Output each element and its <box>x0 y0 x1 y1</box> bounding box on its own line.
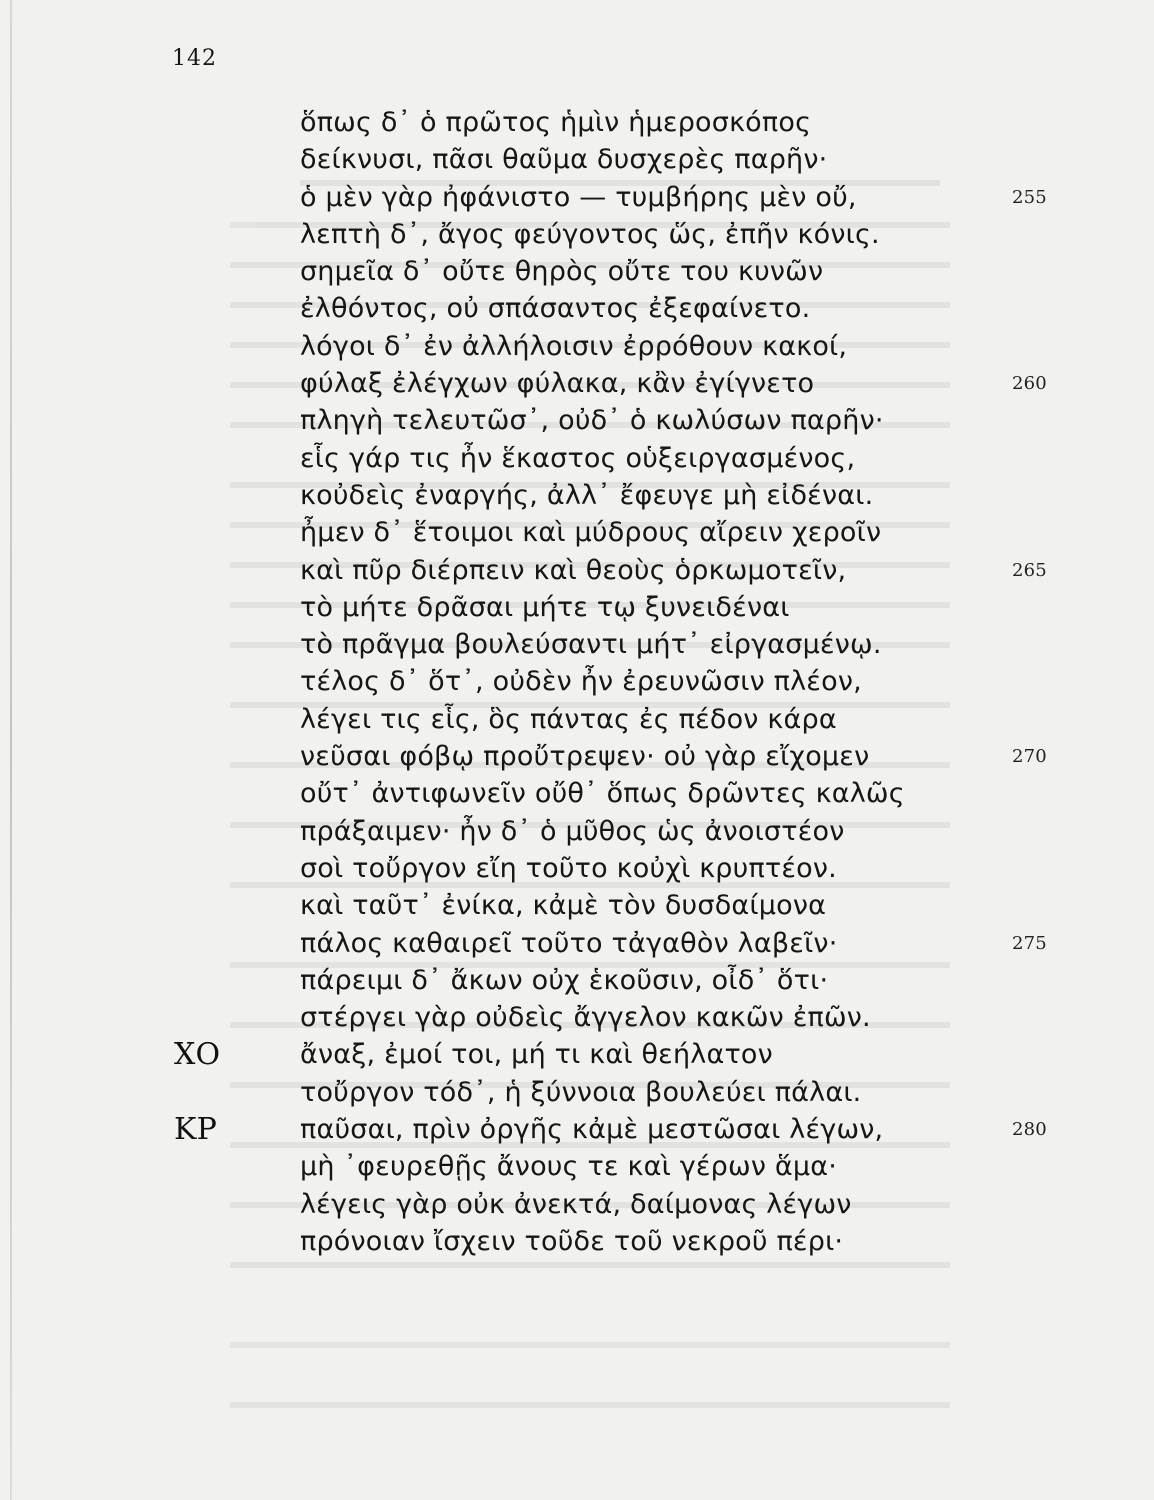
verse-text: παῦσαι, πρὶν ὀργῆς κἀμὲ μεστῶσαι λέγων, <box>300 1114 884 1146</box>
verse-line <box>300 1186 1060 1223</box>
line-number: 265 <box>1012 559 1047 581</box>
verse-text: κοὐδεὶς ἐναργής, ἀλλ᾽ ἔφευγε μὴ εἰδέναι. <box>300 479 874 511</box>
verse-line <box>300 626 1060 663</box>
verse-text: καὶ πῦρ διέρπειν καὶ θεοὺς ὁρκωμοτεῖν, <box>300 554 847 586</box>
verse-line <box>300 328 1060 365</box>
verse-line <box>300 850 1060 887</box>
verse-text: νεῦσαι φόβῳ προὔτρεψεν· οὐ γὰρ εἴχομεν <box>300 741 870 773</box>
line-number: 260 <box>1012 373 1047 395</box>
verse-line <box>300 402 1060 439</box>
verse-text: στέργει γὰρ οὐδεὶς ἄγγελον κακῶν ἐπῶν. <box>300 1002 871 1034</box>
verse-text: πάλος καθαιρεῖ τοῦτο τἀγαθὸν λαβεῖν· <box>300 927 838 959</box>
speaker-label: ΧΟ <box>174 1037 221 1073</box>
verse-text: δείκνυσι, πᾶσι θαῦμα δυσχερὲς παρῆν· <box>300 144 828 176</box>
verse-line <box>300 701 1060 738</box>
verse-text: οὔτ᾽ ἀντιφωνεῖν οὔθ᾽ ὅπως δρῶντες καλῶς <box>300 778 905 810</box>
verse-text: λέγεις γὰρ οὐκ ἀνεκτά, δαίμονας λέγων <box>300 1188 852 1220</box>
page-edge-shadow <box>10 0 12 1500</box>
verse-line <box>174 1111 1060 1148</box>
verse-line <box>300 1148 1060 1185</box>
line-number: 255 <box>1012 186 1047 208</box>
page-number: 142 <box>172 46 217 71</box>
verse-text: ἐλθόντος, οὐ σπάσαντος ἐξεφαίνετο. <box>300 293 811 325</box>
verse-line <box>300 887 1060 924</box>
verse-line <box>300 514 1060 551</box>
verse-line <box>300 999 1060 1036</box>
verse-block <box>174 104 1060 1260</box>
verse-text: τοὔργον τόδ᾽, ἡ ξύννοια βουλεύει πάλαι. <box>300 1076 862 1108</box>
verse-text: πράξαιμεν· ἦν δ᾽ ὁ μῦθος ὡς ἀνοιστέον <box>300 815 845 847</box>
verse-line <box>300 365 1060 402</box>
verse-text: τὸ πρᾶγμα βουλεύσαντι μήτ᾽ εἰργασμένῳ. <box>300 629 882 661</box>
verse-line <box>300 589 1060 626</box>
verse-line <box>174 1036 1060 1073</box>
verse-line <box>300 552 1060 589</box>
verse-line <box>300 1074 1060 1111</box>
verse-text: πληγὴ τελευτῶσ᾽, οὐδ᾽ ὁ κωλύσων παρῆν· <box>300 405 884 437</box>
verse-text: ὅπως δ᾽ ὁ πρῶτος ἡμὶν ἡμεροσκόπος <box>300 107 812 138</box>
line-number: 270 <box>1012 746 1047 768</box>
line-number: 280 <box>1012 1119 1047 1141</box>
verse-line <box>300 440 1060 477</box>
verse-text: πρόνοιαν ἴσχειν τοῦδε τοῦ νεκροῦ πέρι· <box>300 1225 844 1257</box>
speaker-label: ΚΡ <box>174 1112 217 1148</box>
verse-line <box>300 216 1060 253</box>
verse-text: τέλος δ᾽ ὅτ᾽, οὐδὲν ἦν ἐρευνῶσιν πλέον, <box>300 666 862 698</box>
line-number: 275 <box>1012 932 1047 954</box>
verse-line <box>300 775 1060 812</box>
verse-text: καὶ ταῦτ᾽ ἐνίκα, κἀμὲ τὸν δυσδαίμονα <box>300 890 827 922</box>
verse-line <box>300 962 1060 999</box>
verse-text: ὁ μὲν γὰρ ἠφάνιστο — τυμβήρης μὲν οὔ, <box>300 181 857 213</box>
verse-text: λόγοι δ᾽ ἐν ἀλλήλοισιν ἐρρόθουν κακοί, <box>300 330 848 362</box>
verse-text: ἄναξ, ἐμοί τοι, μή τι καὶ θεήλατον <box>300 1039 773 1071</box>
verse-line <box>300 925 1060 962</box>
verse-text: πάρειμι δ᾽ ἄκων οὐχ ἑκοῦσιν, οἶδ᾽ ὅτι· <box>300 964 829 996</box>
verse-text: λεπτὴ δ᾽, ἄγος φεύγοντος ὥς, ἐπῆν κόνις. <box>300 218 880 250</box>
verse-text: τὸ μήτε δρᾶσαι μήτε τῳ ξυνειδέναι <box>300 591 790 623</box>
verse-line <box>300 253 1060 290</box>
verse-text: ἦμεν δ᾽ ἕτοιμοι καὶ μύδρους αἴρειν χεροῖν <box>300 517 882 549</box>
verse-line <box>300 477 1060 514</box>
verse-text: εἷς γάρ τις ἦν ἕκαστος οὑξειργασμένος, <box>300 442 856 474</box>
verse-line <box>300 290 1060 327</box>
verse-line <box>300 738 1060 775</box>
verse-line <box>300 141 1060 178</box>
verse-text: μὴ ᾽φευρεθῇς ἄνους τε καὶ γέρων ἅμα· <box>300 1151 838 1183</box>
verse-line <box>300 104 1060 141</box>
verse-text: σημεῖα δ᾽ οὔτε θηρὸς οὔτε του κυνῶν <box>300 256 824 288</box>
verse-line <box>300 663 1060 700</box>
verse-line <box>300 813 1060 850</box>
verse-text: φύλαξ ἐλέγχων φύλακα, κἂν ἐγίγνετο <box>300 368 815 400</box>
verse-line <box>300 179 1060 216</box>
verse-text: σοὶ τοὔργον εἴη τοῦτο κοὐχὶ κρυπτέον. <box>300 852 837 884</box>
verse-text: λέγει τις εἷς, ὃς πάντας ἐς πέδον κάρα <box>300 703 837 735</box>
verse-line <box>300 1223 1060 1260</box>
